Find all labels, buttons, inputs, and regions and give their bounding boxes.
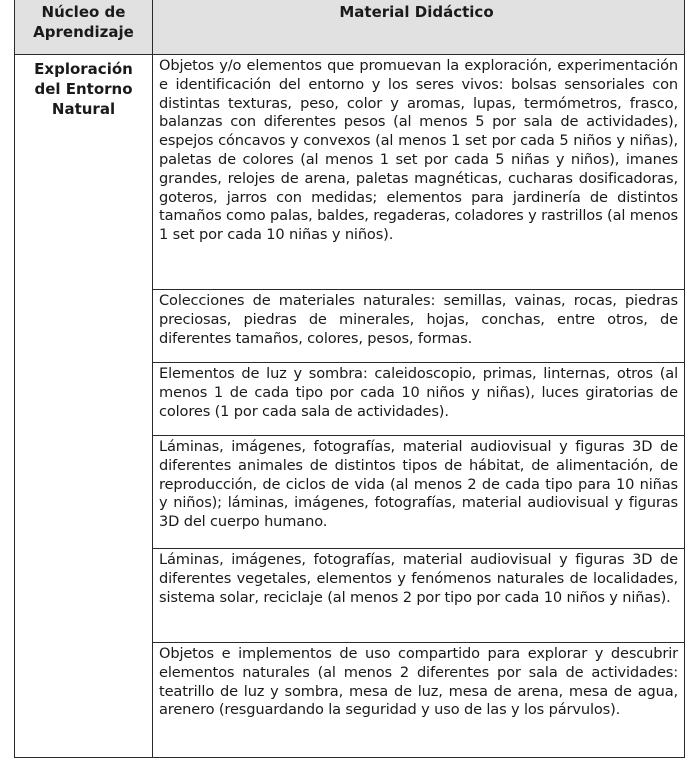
material-cell: Elementos de luz y sombra: caleidoscopio, primas, linternas, otros (al menos 1 de cada tipo por cada 10 niños y niñas), luces giratorias de colores (1 por cada sala de actividades). [153,363,685,436]
material-cell: Objetos e implementos de uso compartido para explorar y descubrir elementos naturales (al menos 2 diferentes por sala de actividades: teatrillo de luz y sombra, mesa de luz, mesa de arena, mesa de agua, arenero (resguardando la seguridad y uso de las y los párvulos). [153,643,685,758]
header-material: Material Didáctico [153,0,685,55]
material-cell: Colecciones de materiales naturales: semillas, vainas, rocas, piedras preciosas, piedras de minerales, hojas, conchas, entre otros, de diferentes tamaños, colores, pesos, formas. [153,290,685,363]
table-header-row [15,0,685,55]
table-row [15,55,685,290]
material-cell: Láminas, imágenes, fotografías, material audiovisual y figuras 3D de diferentes animales de distintos tipos de hábitat, de alimentación, de reproducción, de ciclos de vida (al menos 2 de cada tipo para 10 niñas y niños); láminas, imágenes, fotografías, material audiovisual y figuras 3D del cuerpo humano. [153,436,685,549]
material-cell: Objetos y/o elementos que promuevan la exploración, experimentación e identificación del entorno y los seres vivos: bolsas sensoriales con distintas texturas, peso, color y aromas, lupas, termómetros, frasco, balanzas con diferentes pesos (al menos 5 por sala de actividades), espejos cóncavos y convexos (al menos 1 set por cada 5 niños y niñas), paletas de colores (al menos 1 set por cada 5 niñas y niños), imanes grandes, relojes de arena, paletas magnéticas, cucharas dosificadoras, goteros, jarros con medidas; elementos para jardinería de distintos tamaños como palas, baldes, regaderas, coladores y rastrillos (al menos 1 set por cada 10 niñas y niños). [153,55,685,290]
material-cell: Láminas, imágenes, fotografías, material audiovisual y figuras 3D de diferentes vegetales, elementos y fenómenos naturales de localidades, sistema solar, reciclaje (al menos 2 por tipo por cada 10 niños y niñas). [153,549,685,643]
material-table [14,0,685,758]
header-nucleo: Núcleo de Aprendizaje [15,0,153,55]
nucleo-cell: Exploración del Entorno Natural [15,55,153,758]
